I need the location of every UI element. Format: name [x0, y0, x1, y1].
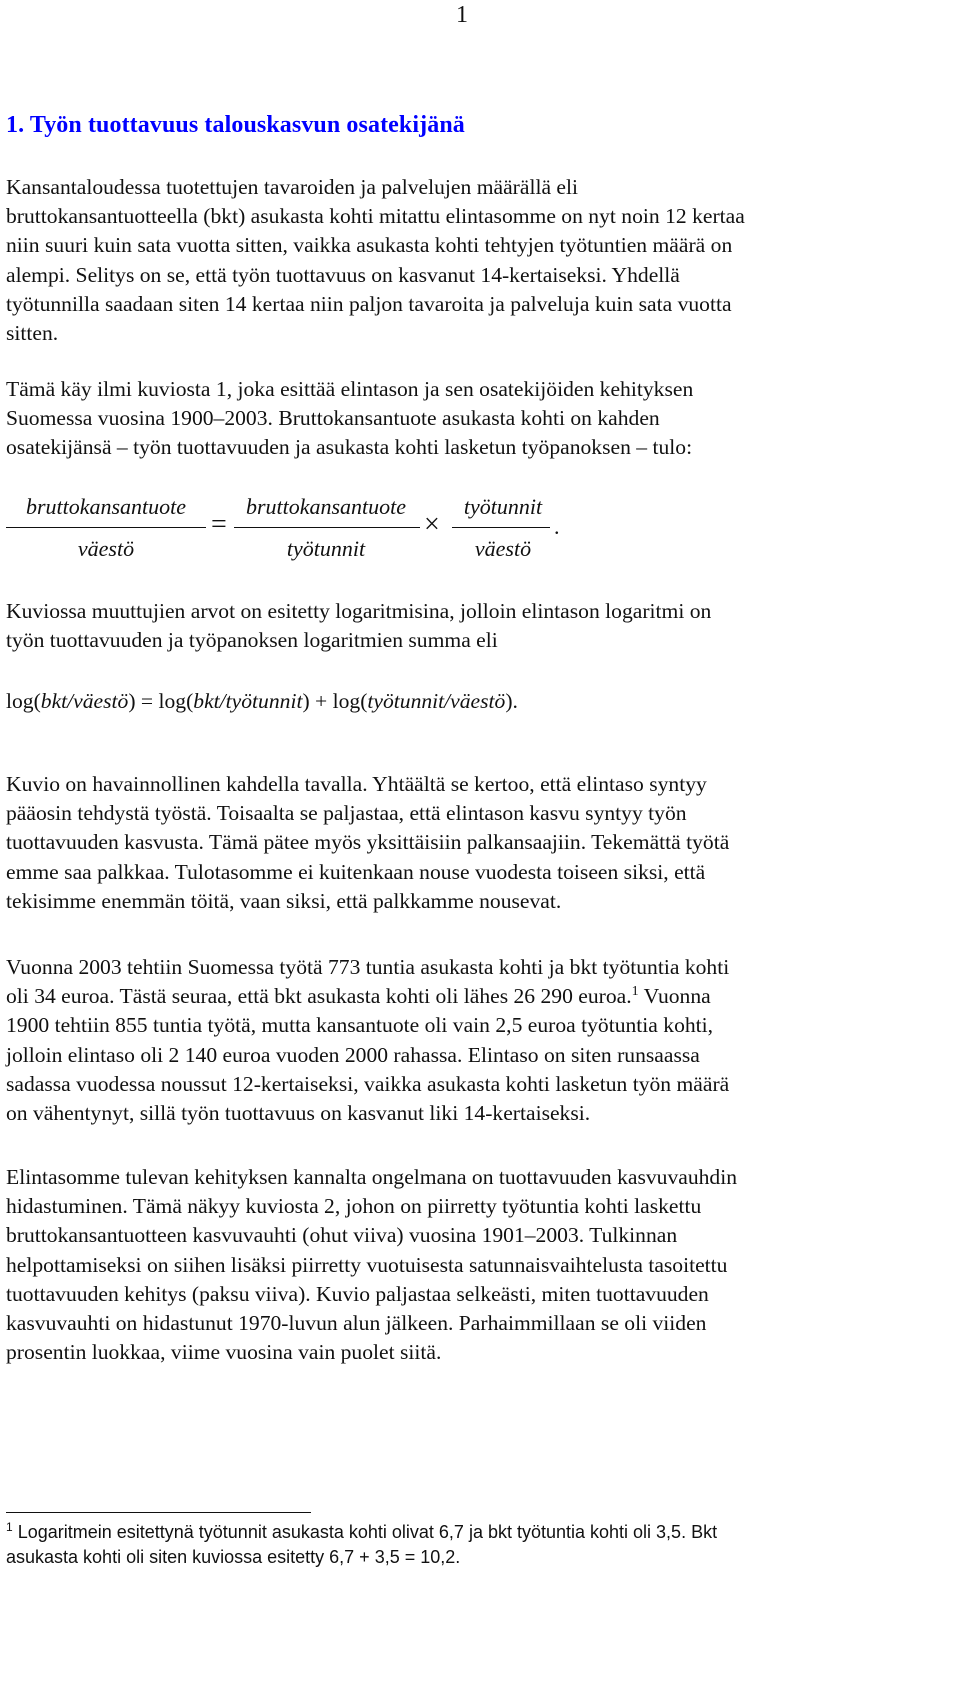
formula-rhs1-numerator: bruttokansantuote [245, 494, 407, 519]
footnote-marker: 1 [6, 1520, 13, 1534]
formula-period: . [554, 514, 560, 539]
fraction-bar [234, 527, 420, 528]
footnote-separator [6, 1512, 311, 1513]
footnote-line [6, 1520, 936, 1545]
text-line: Suomessa vuosina 1900–2003. Bruttokansantuote asukasta kohti on kahden [6, 406, 660, 431]
footnote-reference[interactable]: 1 [631, 984, 639, 1000]
paragraph-intro [6, 173, 936, 348]
page-number: 1 [456, 2, 468, 28]
fraction-bar [452, 527, 550, 528]
text-line: Kuviossa muuttujien arvot on esitetty logaritmisina, jolloin elintason logaritmi on [6, 599, 712, 623]
text-line: osatekijänsä – työn tuottavuuden ja asukasta kohti lasketun työpanoksen – tulo: [6, 435, 693, 460]
text-line: jolloin elintaso oli 2 140 euroa vuoden 2000 rahassa. Elintaso on siten runsaassa [6, 1042, 700, 1067]
formula-lhs-denominator: väestö [77, 536, 135, 561]
paragraph-figure1 [6, 375, 936, 463]
text-line: Kuvio on havainnollinen kahdella tavalla. Yhtäältä se kertoo, että elintaso syntyy [6, 772, 707, 796]
paragraph-log-explanation [6, 597, 936, 655]
log-argument: työtunnit/väestö [367, 689, 506, 713]
text-line: sitten. [6, 321, 59, 346]
text-line [6, 982, 936, 1011]
paragraph-figures-2003 [6, 953, 936, 1128]
log-argument: bkt/työtunnit [193, 689, 303, 713]
formula-rhs2-denominator: väestö [474, 536, 532, 561]
footnote-text: Logaritmein esitettynä työtunnit asukasta kohti olivat 6,7 ja bkt työtuntia kohti oli 3,5. Bkt [12, 1522, 718, 1542]
text-line: bruttokansantuotteella (bkt) asukasta kohti mitattu elintasomme on nyt noin 12 kertaa [6, 204, 745, 229]
text-line: bruttokansantuotteen kasvuvauhti (ohut viiva) vuosina 1901–2003. Tulkinnan [6, 1223, 678, 1248]
log-text: log( [6, 689, 41, 713]
text-line: helpottamiseksi on siihen lisäksi piirretty vuotuisesta satunnaisvaihtelusta tasoitettu [6, 1252, 728, 1277]
text-line: kasvuvauhti on hidastunut 1970-luvun alun jälkeen. Parhaimmillaan se oli viiden [6, 1311, 707, 1336]
section-heading: 1. Työn tuottavuus talouskasvun osatekijänä [6, 112, 465, 138]
formula-rhs1-denominator: työtunnit [286, 536, 366, 561]
text-line: Tämä käy ilmi kuviosta 1, joka esittää elintason ja sen osatekijöiden kehityksen [6, 377, 694, 401]
log-text: ) + log( [302, 689, 368, 713]
equals-sign: = [211, 509, 227, 540]
text-line: tuottavuuden kehitys (paksu viiva). Kuvio paljastaa selkeästi, miten tuottavuuden [6, 1281, 709, 1306]
footnote [6, 1520, 936, 1570]
text-line: 1900 tehtiin 855 tuntia työtä, mutta kansantuote oli vain 2,5 euroa työtuntia kohti, [6, 1013, 714, 1038]
text-line: tekisimme enemmän töitä, vaan siksi, että palkkamme nousevat. [6, 888, 562, 913]
text-line: työtunnilla saadaan siten 14 kertaa niin paljon tavaroita ja palveluja kuin sata vuotta [6, 291, 732, 316]
text-line: prosentin luokkaa, viime vuosina vain puolet siitä. [6, 1340, 442, 1365]
formula-lhs-numerator: bruttokansantuote [25, 494, 187, 519]
paragraph-illustration [6, 770, 936, 916]
fraction-bar [6, 527, 206, 528]
text-line: emme saa palkkaa. Tulotasomme ei kuitenkaan nouse vuodesta toiseen siksi, että [6, 859, 706, 884]
text-line: pääosin tehdystä työstä. Toisaalta se paljastaa, että elintason kasvu syntyy työn [6, 801, 687, 826]
text-line: työn tuottavuuden ja työpanoksen logaritmien summa eli [6, 628, 498, 653]
log-text: ) = log( [128, 689, 194, 713]
text-line: alempi. Selitys on se, että työn tuottavuus on kasvanut 14-kertaiseksi. Yhdellä [6, 262, 680, 287]
text-line: Elintasomme tulevan kehityksen kannalta ongelmana on tuottavuuden kasvuvauhdin [6, 1165, 738, 1189]
log-argument: bkt/väestö [40, 689, 129, 713]
paragraph-productivity-slowdown [6, 1163, 936, 1367]
text-line: Kansantaloudessa tuotettujen tavaroiden ja palvelujen määrällä eli [6, 175, 579, 199]
footnote-line: asukasta kohti oli siten kuviossa esitetty 6,7 + 3,5 = 10,2. [6, 1547, 461, 1567]
formula-rhs2-numerator: työtunnit [463, 494, 543, 519]
gdp-decomposition-formula [6, 494, 606, 574]
text-line: niin suuri kuin sata vuotta sitten, vaikka asukasta kohti tehtyjen työtuntien määrä on [6, 233, 733, 258]
text-line: sadassa vuodessa noussut 12-kertaiseksi, vaikka asukasta kohti lasketun työn määrä [6, 1071, 730, 1096]
text-line: hidastuminen. Tämä näkyy kuviosta 2, johon on piirretty työtuntia kohti laskettu [6, 1194, 702, 1219]
text-segment: Vuonna [638, 984, 711, 1009]
text-segment: oli 34 euroa. Tästä seuraa, että bkt asukasta kohti oli lähes 26 290 euroa. [6, 984, 632, 1009]
text-line: tuottavuuden kasvusta. Tämä pätee myös yksittäisiin palkansaajiin. Tekemättä työtä [6, 830, 730, 855]
times-sign: × [424, 509, 440, 540]
log-equation [6, 689, 518, 714]
log-text: ). [505, 689, 518, 713]
text-line: on vähentynyt, sillä työn tuottavuus on kasvanut liki 14-kertaiseksi. [6, 1101, 591, 1126]
text-line: Vuonna 2003 tehtiin Suomessa työtä 773 tuntia asukasta kohti ja bkt työtuntia kohti [6, 955, 730, 979]
